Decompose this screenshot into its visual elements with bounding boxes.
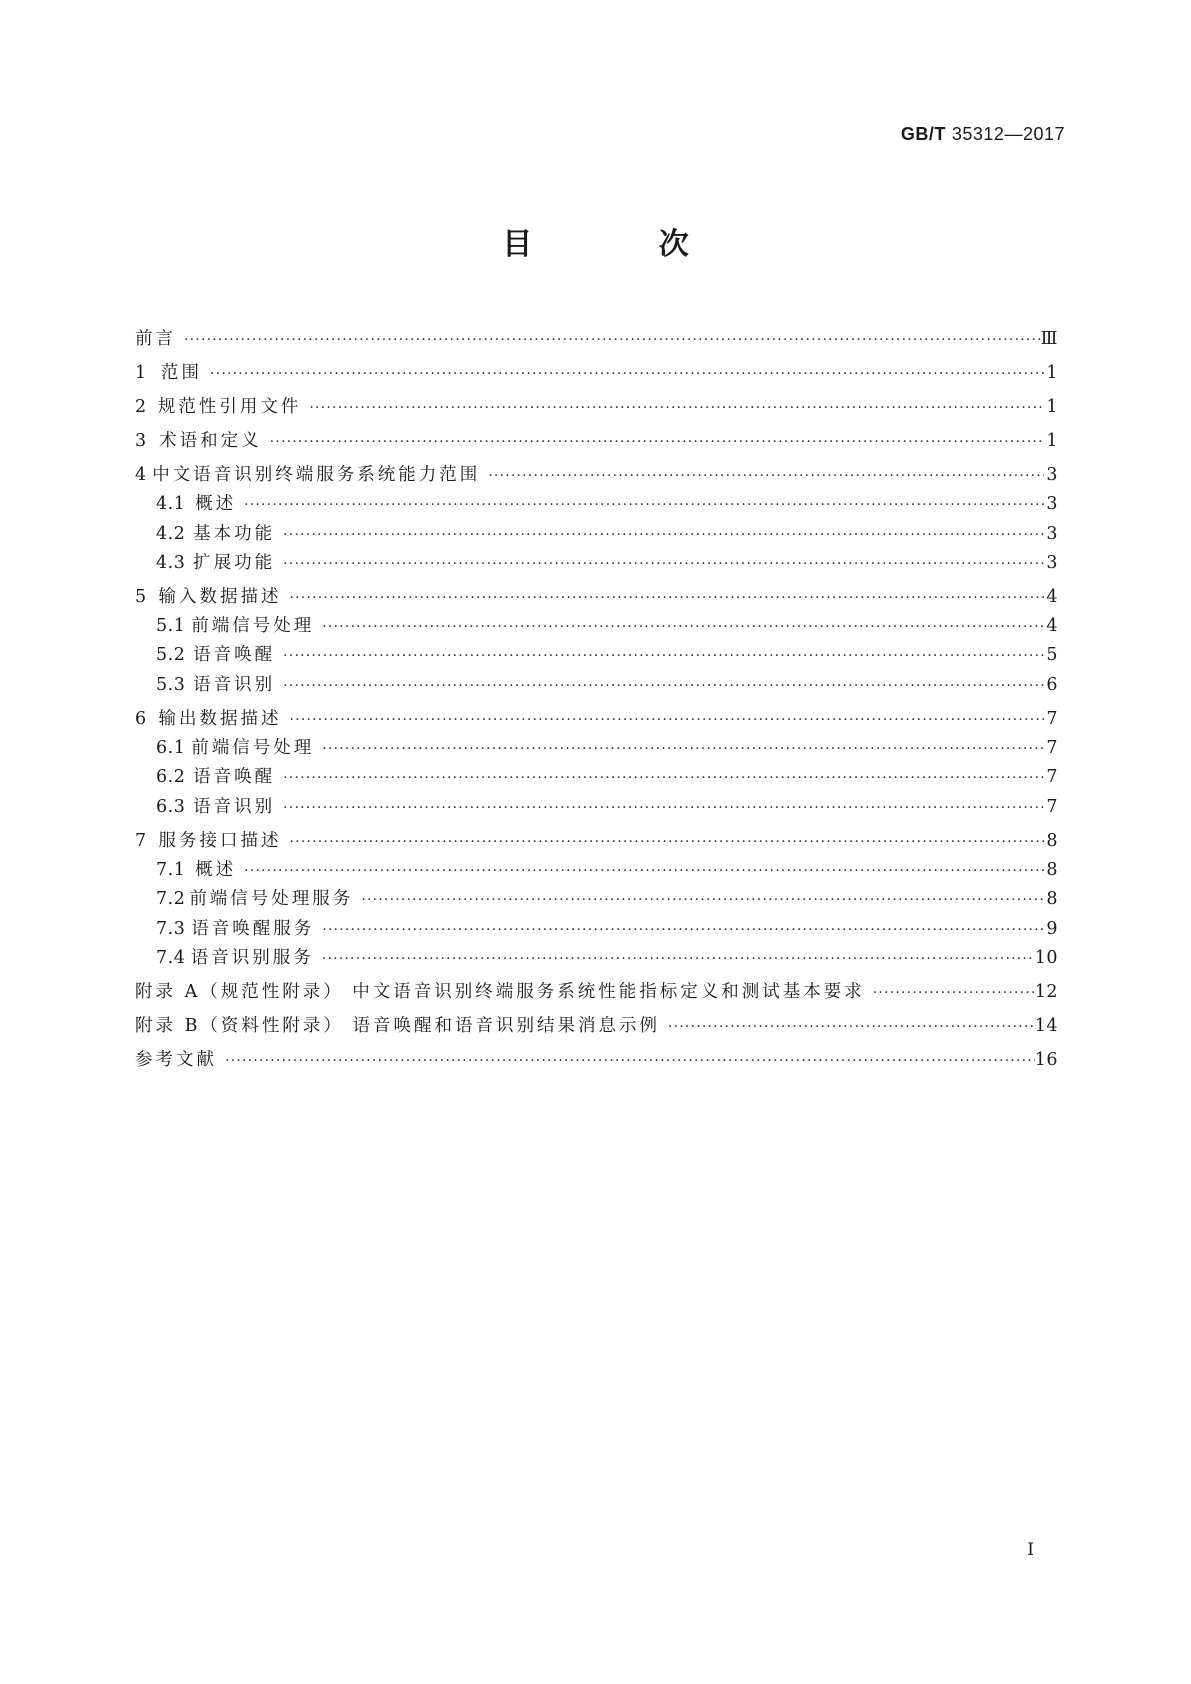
toc-entry[interactable] xyxy=(135,1049,1058,1071)
toc-dot-leader xyxy=(314,920,1044,940)
toc-entry[interactable] xyxy=(135,674,1058,696)
toc-entry-title: 语音识别服务 xyxy=(190,947,314,968)
toc-entry-title: 中文语音识别终端服务系统能力范围 xyxy=(152,465,481,485)
toc-entry-page: 1 xyxy=(1046,363,1058,383)
toc-dot-leader xyxy=(282,710,1044,730)
toc-entry-page: 5 xyxy=(1046,645,1058,666)
toc-entry-page: 7 xyxy=(1046,708,1058,729)
toc-entry-page: 10 xyxy=(1034,947,1058,968)
toc-entry-title: 前端信号处理 xyxy=(191,616,315,637)
toc-entry-title: 附录 A（规范性附录） 中文语音识别终端服务系统性能指标定义和测试基本要求 xyxy=(135,981,865,1002)
table-of-contents xyxy=(135,328,1058,1071)
toc-entry-number: 7.1 xyxy=(156,859,186,880)
toc-entry-page: 8 xyxy=(1046,830,1058,851)
toc-entry-number: 6.1 xyxy=(156,738,186,759)
toc-entry[interactable] xyxy=(135,1015,1058,1037)
toc-dot-leader xyxy=(314,739,1044,759)
toc-entry[interactable] xyxy=(135,766,1058,788)
toc-entry-page: 7 xyxy=(1046,767,1058,788)
toc-entry-number: 4.3 xyxy=(156,552,186,573)
toc-entry-page: 3 xyxy=(1046,523,1058,544)
toc-entry-number: 3 xyxy=(135,431,147,451)
toc-dot-leader xyxy=(236,495,1044,515)
toc-dot-leader xyxy=(282,832,1044,852)
toc-entry-title: 输入数据描述 xyxy=(158,586,282,607)
toc-entry-page: 9 xyxy=(1046,918,1058,939)
toc-entry-title: 术语和定义 xyxy=(159,431,262,451)
toc-entry-title: 规范性引用文件 xyxy=(157,397,302,417)
toc-dot-leader xyxy=(660,1017,1035,1037)
toc-dot-leader xyxy=(275,676,1044,696)
toc-dot-leader xyxy=(353,890,1044,910)
toc-entry-page: 7 xyxy=(1046,738,1058,759)
toc-entry-number: 7.4 xyxy=(156,947,186,968)
toc-dot-leader xyxy=(236,861,1044,881)
toc-entry-title: 前言 xyxy=(135,329,176,349)
toc-dot-leader xyxy=(275,554,1044,574)
toc-entry-page: 1 xyxy=(1046,397,1058,417)
toc-dot-leader xyxy=(275,798,1044,818)
toc-entry-page: 4 xyxy=(1046,586,1058,607)
toc-entry-page: 8 xyxy=(1046,889,1058,910)
toc-dot-leader xyxy=(314,949,1035,969)
toc-dot-leader xyxy=(275,646,1044,666)
toc-entry-number: 5.2 xyxy=(156,645,186,666)
toc-entry[interactable] xyxy=(135,708,1058,730)
toc-entry-number: 4 xyxy=(135,465,147,485)
toc-entry[interactable] xyxy=(135,981,1058,1003)
toc-entry-number: 2 xyxy=(135,397,147,417)
toc-dot-leader xyxy=(275,525,1044,545)
toc-entry-number: 5.3 xyxy=(156,674,186,695)
toc-entry-number: 1 xyxy=(135,363,147,383)
toc-entry-page: 8 xyxy=(1046,859,1058,880)
toc-dot-leader xyxy=(217,1051,1035,1071)
toc-entry-title: 概述 xyxy=(195,494,237,515)
toc-entry[interactable] xyxy=(135,362,1058,384)
toc-entry-page: 16 xyxy=(1034,1049,1058,1070)
toc-entry-page: 12 xyxy=(1034,981,1058,1002)
toc-entry-number: 7.3 xyxy=(156,918,186,939)
toc-dot-leader xyxy=(865,983,1035,1003)
toc-entry-title: 语音唤醒服务 xyxy=(191,918,315,939)
toc-entry[interactable] xyxy=(135,464,1058,486)
toc-dot-leader xyxy=(176,330,1041,350)
toc-entry-number: 5 xyxy=(135,586,147,607)
toc-entry-title: 语音唤醒 xyxy=(193,767,276,788)
toc-dot-leader xyxy=(202,364,1044,384)
toc-entry-title: 语音唤醒 xyxy=(193,645,276,666)
toc-entry-title: 附录 B（资料性附录） 语音唤醒和语音识别结果消息示例 xyxy=(135,1015,660,1036)
toc-entry[interactable] xyxy=(135,552,1058,574)
toc-entry-page: 6 xyxy=(1046,674,1058,695)
toc-entry-title: 基本功能 xyxy=(193,523,276,544)
document-code-number: 35312—2017 xyxy=(951,124,1065,144)
toc-dot-leader xyxy=(282,588,1044,608)
toc-entry-title: 前端信号处理 xyxy=(191,738,315,759)
toc-entry-number: 5.1 xyxy=(156,616,186,637)
toc-entry[interactable] xyxy=(135,396,1058,418)
toc-entry-number: 6.3 xyxy=(156,796,186,817)
toc-dot-leader xyxy=(262,432,1044,452)
toc-dot-leader xyxy=(480,466,1044,486)
toc-entry[interactable] xyxy=(135,493,1058,515)
toc-entry-number: 7.2 xyxy=(156,889,186,910)
toc-entry[interactable] xyxy=(135,586,1058,608)
toc-entry-title: 前端信号处理服务 xyxy=(189,889,354,910)
toc-entry-page: 3 xyxy=(1046,465,1058,485)
toc-entry[interactable] xyxy=(135,888,1058,910)
toc-entry[interactable] xyxy=(135,859,1058,881)
toc-dot-leader xyxy=(275,768,1044,788)
toc-entry-number: 6 xyxy=(135,708,147,729)
document-code xyxy=(901,124,1065,145)
toc-entry-page: 4 xyxy=(1046,616,1058,637)
toc-entry-title: 输出数据描述 xyxy=(158,708,282,729)
toc-entry-number: 4.1 xyxy=(156,494,186,515)
toc-dot-leader xyxy=(314,617,1044,637)
toc-entry-title: 语音识别 xyxy=(193,796,276,817)
toc-entry-number: 4.2 xyxy=(156,523,186,544)
toc-entry[interactable] xyxy=(135,947,1058,969)
toc-entry-number: 7 xyxy=(135,830,147,851)
toc-entry[interactable] xyxy=(135,918,1058,940)
toc-entry[interactable] xyxy=(135,644,1058,666)
toc-entry-title: 服务接口描述 xyxy=(158,830,282,851)
toc-entry-page: 7 xyxy=(1046,796,1058,817)
toc-entry[interactable] xyxy=(135,523,1058,545)
toc-entry[interactable] xyxy=(135,430,1058,452)
toc-entry-page: 3 xyxy=(1046,494,1058,515)
toc-entry[interactable] xyxy=(135,328,1058,350)
page-number: I xyxy=(1027,1540,1034,1560)
toc-entry-page: Ⅲ xyxy=(1040,329,1058,349)
toc-entry-page: 1 xyxy=(1046,431,1058,451)
toc-entry-title: 概述 xyxy=(195,859,237,880)
toc-entry-title: 扩展功能 xyxy=(193,552,276,573)
toc-entry-page: 3 xyxy=(1046,552,1058,573)
toc-entry-title: 语音识别 xyxy=(193,674,276,695)
toc-dot-leader xyxy=(301,398,1044,418)
toc-entry-page: 14 xyxy=(1034,1015,1058,1036)
toc-entry[interactable] xyxy=(135,737,1058,759)
toc-entry-title: 参考文献 xyxy=(135,1049,217,1070)
toc-entry-title: 范围 xyxy=(161,363,203,383)
toc-entry[interactable] xyxy=(135,796,1058,818)
page-title: 目 次 xyxy=(502,227,747,262)
toc-entry-number: 6.2 xyxy=(156,767,186,788)
document-code-prefix: GB/T xyxy=(900,124,946,144)
toc-entry[interactable] xyxy=(135,615,1058,637)
toc-entry[interactable] xyxy=(135,830,1058,852)
